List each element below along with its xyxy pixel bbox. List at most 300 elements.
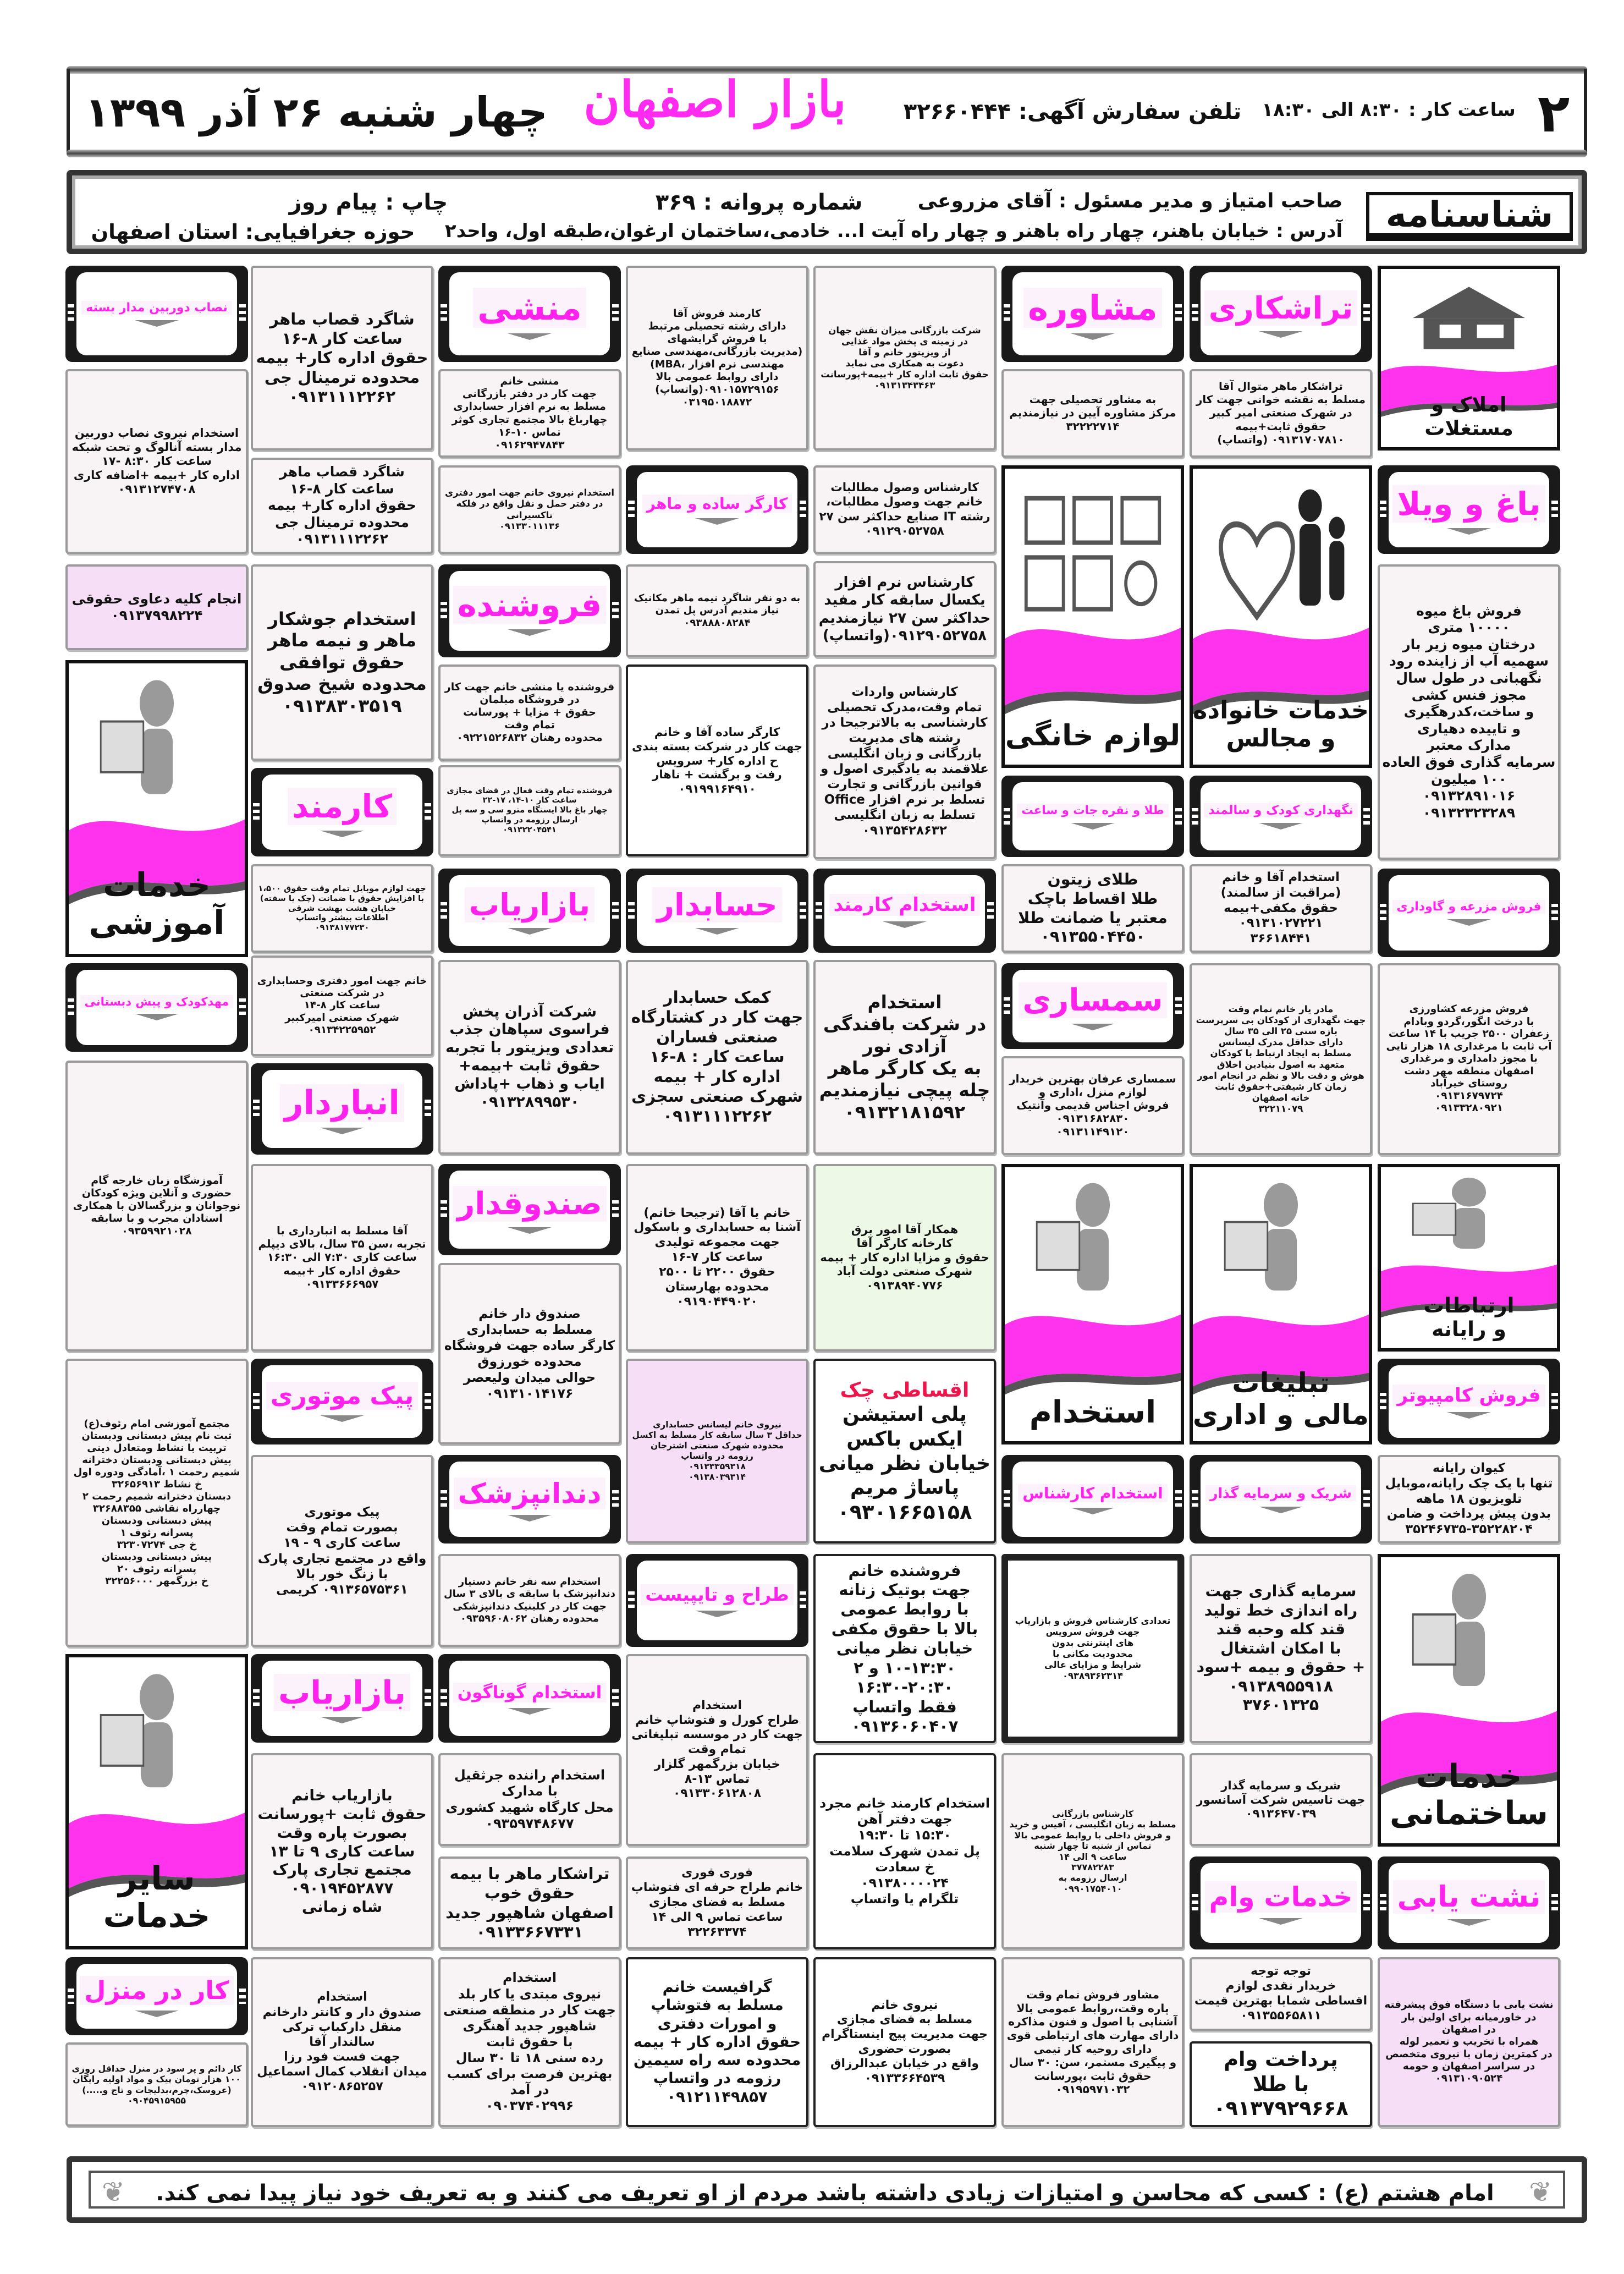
frame-tick <box>1004 304 1010 323</box>
ad-text-line: یکسال سابقه کار مفید <box>824 592 986 609</box>
ad-text-line: ماهر و نیمه ماهر <box>268 630 416 651</box>
ad-text-line: محدوده شیخ صدوق <box>257 673 427 695</box>
category-title: فروش کامپیوتر <box>1392 1385 1545 1407</box>
ad-text-line: (عروسک،چرم،بدلیجات و تاج و.....) <box>82 2084 232 2095</box>
frame-tick <box>1363 808 1370 825</box>
ad-text-line: کار دائم و پر سود در منزل حداقل روزی <box>71 2063 242 2074</box>
classified-ad <box>813 266 996 451</box>
ad-text-line: مدارک معتبر <box>1427 737 1511 754</box>
ad-text-line: آقا مسلط به انبارداری با <box>277 1224 408 1238</box>
frame-tick <box>987 902 994 919</box>
ad-text-line: پلی استیشن <box>842 1402 967 1426</box>
ad-text-line: در آمد <box>510 2082 549 2098</box>
ad-phone-number: ۰۹۳۵۹۹۲۱۰۲۸ <box>122 1225 192 1238</box>
ad-text-line: پیش دبستانی ودبستان <box>101 1551 212 1563</box>
ad-text-line: ساعت تماس ۹ الی ۱۴ <box>651 1910 783 1924</box>
category-title: انباردار <box>280 1084 404 1122</box>
ad-text-line: خیابان بزرگمهر گلزار <box>654 1757 780 1771</box>
category-header <box>1378 1359 1560 1444</box>
ad-text-line: طلای زیتون <box>1047 870 1138 889</box>
ad-text-line: خانم جهت وصول مطالبات، <box>826 495 983 509</box>
classified-ad <box>251 1455 433 1647</box>
ad-phone-number: ۳۲۲۶۳۳۷۴ <box>687 1925 747 1939</box>
ad-text-line: شریک و سرمایه گذار <box>1221 1778 1341 1792</box>
frame-tick <box>1175 1490 1182 1508</box>
ad-text-line: پیش دبستانی ودبستان <box>101 1514 212 1526</box>
category-banner <box>1190 465 1372 768</box>
classified-ad <box>438 1753 621 1846</box>
ad-text-line: جهت کار در شرکت بسته بندی <box>631 739 803 753</box>
ad-text-line: شاگرد قصاب ماهر <box>279 464 405 480</box>
classified-ad <box>813 561 996 657</box>
chevron-down-icon <box>135 2011 179 2017</box>
category-title: کارمند <box>288 788 397 825</box>
frame-tick <box>816 902 822 919</box>
ad-text-line: و تاییده دهیاری <box>1417 720 1521 737</box>
chevron-down-icon <box>1447 1919 1491 1926</box>
ad-phone-number: ۳۶۶۱۸۴۴۱ <box>1250 931 1312 946</box>
ad-text-line: حقوق ۲۲۰۰ تا ۲۵۰۰ <box>659 1265 775 1279</box>
category-banner-label <box>69 1860 245 1935</box>
ad-phone-number: ۳۲۲۲۲۷۱۴ <box>1066 420 1120 433</box>
ad-phone-number: ۰۹۱۳۱۳۴۳۴۶۳ <box>874 380 935 391</box>
ad-text-line: حقوق اداره کار+ بیمه <box>256 348 428 367</box>
ad-text-line: فوری فوری <box>681 1866 753 1880</box>
frame-tick <box>1192 1894 1198 1913</box>
ad-text-line: مسلط به نرم افزار حسابداری <box>453 400 606 413</box>
ad-phone-number: ۰۹۳۵۹۷۴۸۶۷۷ <box>485 1815 574 1831</box>
frame-tick <box>1192 1490 1198 1508</box>
classified-ad <box>813 1359 996 1544</box>
ad-text-line: حداقل ۳ سال سابقه کار مسلط به اکسل <box>632 1430 802 1441</box>
ad-text-line: استخدام <box>502 1970 557 1986</box>
category-banner-label <box>1381 1758 1557 1832</box>
banner-label-line: ارتباطات <box>1423 1293 1515 1317</box>
category-header-panel <box>1389 1365 1549 1438</box>
category-header-panel <box>1012 272 1173 355</box>
ad-text-line: محدوده سه راه سیمین <box>633 2052 801 2069</box>
ad-text-line: حقوق خوب <box>484 1883 575 1903</box>
ad-text-line: کارشناس وصول مطالبات <box>830 481 979 495</box>
ad-text-line: مسلط به زبان انگلیسی ، آفیس و خرید <box>1009 1819 1176 1830</box>
ad-text-line: صندوق دار و کانتر دارخانم <box>262 2004 422 2019</box>
banner-label-line: استخدام <box>1029 1394 1157 1430</box>
frame-tick <box>1380 501 1386 518</box>
classified-ad <box>626 1359 808 1544</box>
chevron-down-icon <box>1259 823 1303 830</box>
ad-text-line: حضوری و آنلاین ویژه کودکان <box>81 1187 232 1199</box>
ad-text-line: پیک موتوری <box>304 1504 380 1519</box>
frame-tick <box>68 998 74 1016</box>
frame-tick <box>425 1393 431 1410</box>
ad-text-line: لوازم منزل ،اداری و <box>1038 1085 1147 1098</box>
classified-ad <box>251 955 433 1056</box>
ad-text-line: جهت مجموعه تولیدی <box>654 1235 780 1250</box>
frame-tick <box>1380 904 1386 921</box>
ad-text-line: ساعت کار ۸-۱۴ <box>304 999 381 1012</box>
frame-tick <box>612 1689 619 1707</box>
ad-text-line: حقوق + مزایا + پورسانت <box>463 706 596 718</box>
ad-text-line: تراشکار ماهر با بیمه <box>449 1864 610 1883</box>
ad-text-line: (مراقبت از سالمند) <box>1220 885 1341 900</box>
ad-text-line: صندوق دار خانم <box>478 1306 581 1322</box>
ad-text-line: حقوق اداره کار +بیمه <box>283 1264 401 1277</box>
category-header <box>251 768 433 856</box>
classified-ad <box>1001 369 1184 458</box>
chevron-down-icon <box>508 1708 552 1715</box>
ad-phone-number: ۰۹۱۳۲۸۹۱۰۱۶ <box>1422 788 1516 804</box>
classified-ad <box>438 465 621 554</box>
frame-tick <box>425 1689 431 1707</box>
ad-text-line: محدوده شهرک صنعتی اشترجان <box>651 1441 784 1451</box>
ad-text-line: تمام وقت،مدرک تحصیلی <box>827 700 982 715</box>
ad-text-line: ایکس باکس <box>846 1426 963 1451</box>
category-header <box>438 1654 621 1743</box>
ad-phone-number: ۰۹۱۳۱۶۷۹۷۲۴ <box>1435 1090 1503 1102</box>
ad-text-line: شرکت بازرگانی میزان نقش جهان <box>828 325 981 336</box>
ad-text-line: واقع در خیابان عبدالرزاق <box>830 2057 979 2071</box>
ad-text-line: حقوق توافقی <box>279 651 405 673</box>
category-title: کار در منزل <box>80 1976 233 2005</box>
category-title: طلا و نقره جات و ساعت <box>1017 804 1168 817</box>
frame-tick <box>1004 997 1010 1014</box>
ad-text-line: همراه با تخریب و تعمیر لوله <box>1399 2036 1539 2048</box>
ad-text-line: جهت کار در منطقه صنعتی <box>443 2002 616 2018</box>
category-banner-label <box>1005 719 1181 752</box>
ad-text-line: کارگر ساده آقا و خانم <box>654 725 780 739</box>
category-header-panel <box>449 1462 610 1537</box>
footer-quote: امام هشتم (ع) : کسی که محاسن و امتیازات زیادی داشته باشد مردم از او تعریف می کنند و به تعریف خود نیاز پیدا نمی کند. <box>156 2180 1494 2206</box>
ad-phone-number: ۰۹۱۳۳۰۱۱۱۳۶ <box>499 520 560 531</box>
ad-text-line: های اینترنتی بدون <box>1052 1638 1134 1649</box>
ad-text-line: + حقوق و بیمه +سود <box>1196 1658 1366 1677</box>
imprint-license: شماره پروانه : ۳۶۹ <box>655 190 863 215</box>
ad-text-line: شرکت آذران پخش <box>463 1003 597 1020</box>
ad-text-line: شمیم رحمت ۱ ،آمادگی ودوره اول <box>73 1466 240 1479</box>
category-header <box>626 869 808 953</box>
frame-tick <box>1175 808 1182 825</box>
ad-text-line: تلویزیون ۱۸ ماهه <box>1416 1491 1522 1506</box>
ad-text-line: نشت یابی با دستگاه فوق پیشرفته <box>1384 1999 1554 2011</box>
ad-phone-number: ۰۹۱۳۸۰۳۹۳۱۴ <box>689 1471 746 1482</box>
category-title: فروش مزرعه و گاوداری <box>1392 900 1546 914</box>
ad-text-line: ح اداره کار+ سرویس <box>656 753 778 767</box>
ad-text-line: جهت فست فود رزا <box>284 2050 400 2064</box>
banner-label-line: خدمات <box>103 866 211 905</box>
ad-text-line: ساعت کار ۱۰-۱۴، ۱۷-۲۲ <box>482 796 577 805</box>
category-title: فروشنده <box>453 586 606 624</box>
category-banner <box>65 660 248 957</box>
ad-text-line: منقل دارکباب ترکی <box>282 2019 402 2034</box>
ad-text-line: محدوده ترمینال جی <box>275 514 409 530</box>
chevron-down-icon <box>1259 1918 1303 1925</box>
ad-text-line: حوالی میدان ولیعصر <box>463 1369 596 1385</box>
ad-text-line: فروش مزرعه کشاورزی <box>1409 1003 1529 1015</box>
category-title: طراح و تایپیست <box>641 1584 793 1605</box>
ad-text-line: جهت کار در کلینیک دندانپزشکی <box>453 1600 607 1612</box>
category-header-panel <box>1389 472 1549 547</box>
ad-text-line: ۱۰۰۰۰ متری <box>1428 619 1510 636</box>
frame-tick <box>441 602 447 620</box>
ad-text-line: در شرکت بافندگی <box>823 1013 987 1035</box>
frame-tick <box>441 902 447 919</box>
ad-text-line: کارخانه کارگر آقا <box>856 1237 953 1250</box>
category-header-panel <box>1201 1863 1361 1943</box>
ad-phone-number: ۰۳۱۹۵۰۱۸۸۷۲ <box>682 397 752 408</box>
frame-tick <box>1363 1894 1370 1913</box>
ad-phone-number: ۰۹۱۳۶۰۶۰۴۰۷ <box>851 1716 959 1735</box>
ad-text-line: جهت لوازم موبایل تمام وقت حقوق ۱،۵۰۰ <box>258 883 426 893</box>
ad-text-line: جهت بوتیک زنانه <box>839 1580 971 1600</box>
ad-text-line: تجربه ،سن ۳۵ سال، بالای دیپلم <box>258 1238 426 1251</box>
ad-text-line: مسلط به فضای مجازی <box>836 2013 973 2027</box>
classified-ad <box>251 1753 433 1949</box>
category-header <box>65 266 248 362</box>
ad-text-line: چله پیچی نیازمندیم <box>819 1079 990 1101</box>
ad-text-line: فروشنده یا منشی خانم جهت کار <box>444 680 615 693</box>
category-title: شریک و سرمایه گذار <box>1205 1485 1356 1501</box>
ad-phone-number: محدوده رهنان ۰۹۲۲۱۵۲۶۸۳۲ <box>456 732 603 744</box>
banner-label-line: آموزشی <box>89 904 225 942</box>
chevron-down-icon <box>320 831 364 837</box>
ad-phone-number: ۰۹۱۳۳۶۶۷۳۳۱ <box>476 1922 583 1941</box>
category-title: نگهداری کودک و سالمند <box>1204 803 1357 817</box>
category-header <box>1378 1856 1560 1949</box>
ad-text-line: جهت کار در دفتر بازرگانی <box>462 388 597 400</box>
ad-text-line: سهمیه آب از زاینده رود <box>1389 653 1549 669</box>
category-banner <box>65 1654 248 1949</box>
ad-text-line: مدار بسته آنالوگ و تحت شبکه <box>71 440 242 454</box>
ad-phone-number: ۰۹۱۳۱۱۱۲۲۶۲ <box>663 1106 772 1125</box>
banner-label-line: لوازم خانگی <box>1005 719 1181 753</box>
category-title: استخدام کارشناس <box>1018 1484 1167 1502</box>
ad-text-line: استخدام نیروی نصاب دوربین <box>74 426 239 440</box>
ad-phone-number: ۰۹۱۳۸۱۷۷۲۳۰ <box>315 923 370 933</box>
category-banner-label <box>1381 393 1557 440</box>
category-header <box>251 1359 433 1444</box>
frame-tick <box>68 304 74 323</box>
ad-phone-number: ۰۹۱۲۹۰۵۲۷۵۸ <box>865 524 944 538</box>
ad-text-line: راه اندازی خط تولید <box>1204 1601 1358 1619</box>
chevron-down-icon <box>320 1128 364 1134</box>
classified-ad <box>65 2042 248 2127</box>
ad-text-line: معتبر یا ضمانت طلا <box>1018 908 1168 927</box>
ad-text-line: با حقوق ثابت <box>486 2034 573 2050</box>
category-header <box>813 869 996 953</box>
ad-text-line: بصورت تمام وقت <box>286 1519 398 1535</box>
masthead-bottom-rule <box>67 150 1587 157</box>
footer-quote-frame <box>89 2171 1565 2209</box>
ad-text-line: محدوده خورزوق <box>477 1354 582 1369</box>
ad-text-line: حقوق اداره کار+ بیمه <box>267 497 417 514</box>
frame-tick <box>1175 997 1182 1014</box>
ad-text-line: در فروشگاه مبلمان <box>480 693 580 706</box>
category-header-panel <box>449 875 610 946</box>
ad-text-line: طلا اقساط باچک <box>1027 889 1158 908</box>
category-banner <box>1378 1164 1560 1352</box>
chevron-down-icon <box>320 1415 364 1422</box>
ad-phone-number: ۰۹۳۰۱۶۶۵۱۵۸ <box>837 1499 972 1524</box>
ad-text-line: مجوز فنس کشی <box>1411 686 1527 703</box>
frame-tick <box>253 1100 260 1118</box>
imprint-owner: صاحب امتیاز و مدیر مسئول : آقای مزروعی <box>917 190 1343 212</box>
category-header <box>1190 266 1372 362</box>
ad-order-phone: تلفن سفارش آگهی: ۳۲۶۶۰۴۴۴ <box>903 99 1242 124</box>
ad-text-line: تنها با یک چک رایانه،موبایل <box>1385 1476 1553 1491</box>
ad-text-line: استخدام نیروی خانم جهت امور دفتری <box>445 487 614 498</box>
ad-phone-number: ۰۹۱۲۰۸۶۵۲۵۷ <box>301 2079 383 2094</box>
ad-phone-number: ۰۹۱۳۸۹۴۰۷۷۶ <box>866 1278 943 1292</box>
category-header-panel <box>824 875 985 946</box>
classified-ad <box>813 664 996 859</box>
frame-tick <box>441 1689 447 1707</box>
ad-text-line: خیابان نظر میانی <box>818 1451 991 1475</box>
ad-text-line: مهندسی نرم افزار ،MBA) <box>650 359 784 370</box>
ad-text-line: اصفهان منطقه مهر دشت <box>1404 1065 1534 1077</box>
ad-text-line: با مجوز دامداری و مرغداری <box>1400 1053 1538 1065</box>
ad-text-line: اقساطی چک <box>840 1377 970 1402</box>
ad-text-line: چهار باغ بالا ایستگاه مترو سی و سه پل <box>452 806 608 815</box>
classified-ad <box>813 1753 996 1949</box>
frame-tick <box>1004 1490 1010 1508</box>
ad-phone-number: ۰۹۱۳۳۰۶۱۲۸۰۸ <box>673 1787 762 1801</box>
classified-ad <box>1378 564 1560 860</box>
category-title: نصاب دوربین مدار بسته <box>81 301 232 315</box>
chevron-down-icon <box>508 333 552 340</box>
ad-text-line: ارسال رزومه در واتساپ <box>481 815 578 825</box>
ad-text-line: زمان کار شیفتی+حقوق ثابت <box>1215 1081 1347 1092</box>
category-header <box>1001 1455 1184 1544</box>
ad-text-line: به یک کارگر ماهر <box>828 1057 982 1079</box>
frame-tick <box>612 1490 619 1508</box>
ad-phone-number: ۰۹۱۳۱۱۱۲۲۶۲ <box>288 387 396 406</box>
category-header-panel <box>262 775 422 850</box>
category-title: تراشکاری <box>1204 290 1358 326</box>
category-header <box>1190 1455 1372 1544</box>
ad-text-line: استخدام آقا و خانم <box>1222 870 1340 885</box>
category-header-panel <box>449 272 610 355</box>
frame-tick <box>441 304 447 323</box>
banner-label-line: تبلیغات <box>1232 1366 1330 1399</box>
ad-text-line: کارشناس بازرگانی <box>1052 1808 1134 1819</box>
ad-text-line: استخدام کارمند خانم مجرد <box>819 1795 990 1811</box>
chevron-down-icon <box>695 518 739 525</box>
ad-text-line: و امورات دفتری <box>657 2015 777 2033</box>
page-number: ۲ <box>1537 83 1570 144</box>
frame-tick <box>612 304 619 323</box>
ad-phone-number: ۰۹۱۳۲۳۲۳۲۸۹ <box>1422 804 1516 821</box>
classified-ad <box>1378 1957 1560 2127</box>
ad-text-line: حداکثر سن ۲۷ نیازمندیم <box>818 609 991 627</box>
frame-tick <box>441 1200 447 1218</box>
chevron-down-icon <box>508 1515 552 1522</box>
ad-text-line: کارگر ساده جهت فروشگاه <box>444 1338 615 1354</box>
ornament-icon: ❦ <box>102 2176 125 2208</box>
ad-phone-number: ۰۹۱۳۱۰۹۰۵۲۴ <box>1435 2073 1503 2085</box>
ad-phone-number: ۰۹۱۳۶۴۷۰۳۹ <box>1245 1806 1317 1821</box>
ad-text-line: اداره کار + بیمه <box>653 1067 781 1086</box>
ad-text-line: حقوق مکفی+بیمه <box>1224 900 1338 915</box>
ad-text-line: نیاز مندیم آدرس پل تمدن <box>655 605 779 617</box>
ad-phone-number: ۰۹۱۲۹۰۵۲۷۵۸(واتساپ) <box>822 627 987 644</box>
category-header-panel <box>76 970 237 1045</box>
ad-phone-number: ۰۹۱۲۱۱۴۹۸۵۷ <box>667 2088 768 2106</box>
classified-ad <box>626 664 808 856</box>
banner-label-line: و رایانه <box>1432 1316 1506 1341</box>
frame-tick <box>1175 304 1182 323</box>
category-title: استخدام گوناگون <box>453 1683 606 1702</box>
ad-text-line: نوجوانان و بزرگسالان با همکاری <box>73 1199 241 1212</box>
ad-text-line: آزادی نور <box>863 1035 946 1057</box>
ad-text-line: مجتمع تجاری پارک <box>272 1860 412 1879</box>
ad-text-line: دعوت به همکاری می نماید <box>845 358 964 369</box>
ad-text-line: بازه سنی ۲۵ الی ۳۵ سال <box>1224 1026 1337 1037</box>
ad-text-line: تمام وقت <box>504 719 555 732</box>
ad-phone-number: ۰۹۱۳۱۰۲۷۲۲۱ <box>1238 916 1323 931</box>
chevron-down-icon <box>508 928 552 935</box>
ad-text-line: شاهپور جدید آهنگری <box>463 2018 597 2034</box>
ad-text-line: هوش و دقت بالا و نظم در انجام امور <box>1197 1070 1364 1081</box>
frame-tick <box>628 902 635 919</box>
ad-text-line: محل کارگاه شهید کشوری <box>445 1799 614 1815</box>
ad-text-line: پاساژ مریم <box>850 1475 960 1499</box>
category-banner-label <box>1381 1294 1557 1341</box>
category-header-panel <box>262 1365 422 1438</box>
ad-text-line: ۱۰۰ میلیون <box>1431 771 1507 787</box>
category-header <box>65 963 248 1052</box>
ad-text-line: واقع در مجتمع تجاری پارک <box>257 1551 427 1566</box>
banner-label-line: ساختمانی <box>1390 1794 1548 1832</box>
frame-tick <box>1192 808 1198 825</box>
ad-text-line: جهت کار در موسسه تبلیغاتی <box>631 1728 803 1742</box>
category-header <box>1190 776 1372 857</box>
ad-text-line: خانه اصفهان <box>1252 1092 1310 1103</box>
issue-date: چهار شنبه ۲۶ آذر ۱۳۹۹ <box>85 88 548 136</box>
category-title: استخدام کارمند <box>829 894 981 916</box>
ad-text-line: با روابط عمومی <box>840 1600 969 1619</box>
ad-text-line: ساعت کاری ۹ - ۱۹ <box>283 1535 401 1551</box>
ad-phone-number: ۳۷۷۸۲۲۸۳ <box>1071 1861 1114 1872</box>
category-header-panel <box>1201 1462 1361 1537</box>
category-header-panel <box>76 272 237 355</box>
ad-text-line: تاکسیرانی <box>507 509 553 520</box>
ad-text-line: بهترین فرصت برای کسب <box>447 2066 613 2082</box>
category-header <box>1378 465 1560 554</box>
category-header-panel <box>449 1661 610 1736</box>
classified-ad <box>1190 1957 1372 2031</box>
ad-text-line: قوانین بازرگانی و تجارت <box>827 777 982 792</box>
ad-phone-number: محدوده رهنان ۰۹۳۵۹۶۰۸۰۶۲ <box>460 1612 599 1624</box>
frame-tick <box>1551 1393 1558 1410</box>
ad-text-line: محدودیت مکانی با <box>1053 1649 1133 1659</box>
classified-ad <box>438 1957 621 2127</box>
ad-text-line: رزومه در واتساپ <box>681 1451 753 1461</box>
ad-text-line: دندانپزشک با سابقه ی بالای ۳ سال <box>443 1588 615 1600</box>
ad-text-line: ۱۰۰ هزار تومان پیک و مواد اولیه رایگان <box>73 2074 241 2085</box>
ad-text-line: حقوق اداره کار + بیمه <box>633 2033 801 2051</box>
ad-text-line: مشاور فروش تمام وقت <box>1026 1988 1159 2002</box>
ad-phone-number: ۰۹۱۳۱۱۴۹۱۲۰ <box>1056 1125 1130 1139</box>
ad-text-line: ساعت کار ۸-۱۶ <box>282 329 403 348</box>
chevron-down-icon <box>320 1717 364 1723</box>
classified-ad <box>1190 369 1372 458</box>
category-title: بازاریاب <box>274 1674 410 1711</box>
classified-ad <box>251 266 433 451</box>
ad-text-line: استخدام <box>317 1990 367 2004</box>
ad-text-line: تربیت با نشاط ومتعادل دینی <box>87 1442 227 1454</box>
category-header <box>65 1957 248 2035</box>
ad-text-line: خریدار نقدی لوازم <box>1225 1979 1336 1993</box>
